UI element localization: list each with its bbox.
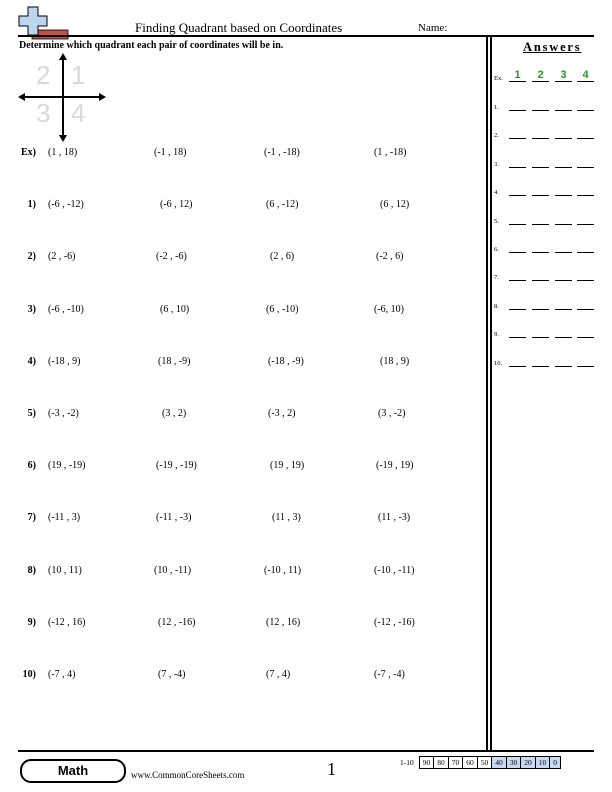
answer-row [494,127,604,141]
coordinate-pair: (-12 , 16) [48,616,86,628]
answer-blank[interactable] [509,110,526,111]
answer-blank[interactable] [577,110,594,111]
answer-blank[interactable] [532,366,549,367]
answer-blank[interactable] [555,195,572,196]
answer-blank[interactable] [577,280,594,281]
answer-blank[interactable] [555,167,572,168]
coordinate-pair: (12 , 16) [266,616,301,628]
coordinate-pair: (12 , -16) [158,616,196,628]
coordinate-pair: (18 , 9) [380,355,410,367]
answer-blank[interactable] [577,309,594,310]
answer-blank[interactable] [577,337,594,338]
answer-blank[interactable] [577,167,594,168]
problem-row [0,251,486,271]
problem-number: 4) [27,355,36,367]
score-cell: 60 [463,757,478,769]
problem-number: Ex) [21,147,36,158]
answer-row [494,213,604,227]
answer-blank[interactable] [577,366,594,367]
score-cell: 20 [521,757,536,769]
score-cell: 70 [448,757,463,769]
coordinate-pair: (-12 , -16) [374,616,415,628]
column-divider [490,37,492,750]
answer-number: 5. [494,217,499,225]
problem-number: 3) [27,303,36,315]
answer-row [494,241,604,255]
coordinate-pair: (11 , -3) [378,512,411,524]
answer-blank[interactable] [532,280,549,281]
answer-number: 2. [494,132,499,140]
problem-row [0,460,486,480]
answer-blank[interactable] [555,81,572,82]
problem-number: 8) [27,564,36,576]
worksheet-title: Finding Quadrant based on Coordinates [135,20,343,35]
answers-title: Answers [523,40,582,54]
answer-blank[interactable] [555,309,572,310]
answer-number: 6. [494,246,499,253]
answer-blank[interactable] [555,138,572,139]
answer-row [494,326,604,340]
quadrant-diagram [18,52,108,144]
answer-row [494,269,604,283]
answer-blank[interactable] [509,138,526,139]
answer-blank[interactable] [555,280,572,281]
score-table [397,756,561,769]
coordinate-pair: (-3 , -2) [48,408,79,419]
problem-number: 5) [27,408,36,419]
answer-blank[interactable] [509,167,526,168]
coordinate-pair: (-10 , 11) [264,564,302,576]
answer-blank[interactable] [509,224,526,225]
problem-number: 10) [22,669,36,680]
answer-blank[interactable] [532,309,549,310]
coordinate-pair: (10 , -11) [154,564,192,576]
score-cell: 10 [535,757,550,769]
coordinate-pair: (18 , -9) [158,355,191,367]
answer-blank[interactable] [577,195,594,196]
problem-number: 2) [27,251,36,263]
quadrant-label-2: 2 [36,60,51,90]
coordinate-pair: (-6 , -10) [48,303,84,315]
site-url: www.CommonCoreSheets.com [131,770,245,780]
problem-row [0,512,486,532]
answer-blank[interactable] [509,280,526,281]
coordinate-pair: (7 , 4) [266,669,291,680]
score-cell: 80 [434,757,449,769]
coordinate-pair: (19 , 19) [270,460,305,472]
problem-row [0,565,486,585]
answer-blank[interactable] [577,252,594,253]
problem-row [0,356,486,376]
answer-blank[interactable] [532,167,549,168]
answer-row-example [494,70,604,84]
problem-number: 6) [27,460,36,472]
answer-blank[interactable] [555,224,572,225]
coordinate-pair: (-6 , -12) [48,199,84,211]
header-rule [18,35,594,37]
answer-number: 8. [494,302,499,310]
name-label: Name: [418,22,448,34]
example-answer: 3 [560,69,567,81]
coordinate-pair: (7 , -4) [158,669,186,680]
example-answer: 4 [582,69,589,81]
answer-blank[interactable] [555,252,572,253]
answer-row [494,298,604,312]
coordinate-pair: (-11 , -3) [156,512,192,524]
answer-blank[interactable] [532,224,549,225]
axes-icon [18,52,108,144]
coordinate-pair: (1 , 18) [48,147,78,158]
answer-row [494,184,604,198]
example-answer: 1 [514,69,521,81]
answer-blank[interactable] [509,309,526,310]
coordinate-pair: (2 , -6) [48,251,76,263]
problem-number: 9) [27,616,36,628]
answer-blank[interactable] [577,81,594,82]
coordinate-pair: (6 , 10) [160,303,190,315]
answer-number: 1. [494,104,499,111]
answer-blank[interactable] [532,138,549,139]
coordinate-pair: (1 , -18) [374,147,407,158]
answer-blank[interactable] [555,337,572,338]
answer-blank[interactable] [577,138,594,139]
answer-blank[interactable] [532,195,549,196]
score-range-label: 1-10 [400,758,414,767]
coordinate-pair: (-3 , 2) [268,408,296,419]
answer-blank[interactable] [509,81,526,82]
problem-row [0,408,486,428]
answer-number: 9. [494,331,499,339]
score-cell: 50 [477,757,492,769]
quadrant-label-1: 1 [71,60,86,90]
problem-row [0,617,486,637]
coordinate-pair: (-10 , -11) [374,564,415,576]
answer-blank[interactable] [509,366,526,367]
coordinate-pair: (-19 , 19) [376,460,414,472]
math-badge: Math [20,759,126,783]
coordinate-pair: (-7 , 4) [48,669,76,680]
problem-row [0,199,486,219]
coordinate-pair: (-2 , 6) [376,251,404,263]
footer-rule [18,750,594,752]
answer-row [494,355,604,369]
answer-row [494,156,604,170]
answer-blank[interactable] [509,252,526,253]
coordinate-pair: (-7 , -4) [374,669,405,680]
coordinate-pair: (-1 , 18) [154,147,187,158]
coordinate-pair: (11 , 3) [272,512,301,524]
answer-blank[interactable] [532,337,549,338]
quadrant-label-3: 3 [36,98,51,128]
score-cell: 0 [550,757,561,769]
coordinate-pair: (19 , -19) [48,460,86,472]
problem-row [0,304,486,324]
score-cell: 90 [419,757,434,769]
problem-number: 1) [27,199,36,211]
score-cell: 30 [506,757,521,769]
coordinate-pair: (-2 , -6) [156,251,187,263]
coordinate-pair: (-19 , -19) [156,460,197,472]
coordinate-pair: (10 , 11) [48,564,82,576]
answer-number: 10. [494,359,503,367]
coordinate-pair: (-18 , -9) [268,355,304,367]
answer-row [494,99,604,113]
coordinate-pair: (2 , 6) [270,251,295,263]
answer-number: Ex. [494,75,503,82]
answer-blank[interactable] [532,81,549,82]
score-cell: 40 [492,757,507,769]
coordinate-pair: (6 , -10) [266,303,299,315]
answer-blank[interactable] [555,366,572,367]
coordinate-pair: (-1 , -18) [264,147,300,158]
answer-blank[interactable] [509,195,526,196]
coordinate-pair: (-18 , 9) [48,355,81,367]
answer-blank[interactable] [532,252,549,253]
answer-number: 4. [494,189,499,197]
problem-number: 7) [27,512,36,524]
coordinate-pair: (-6 , 12) [160,199,193,211]
answer-blank[interactable] [555,110,572,111]
problem-row [0,147,486,167]
answer-number: 7. [494,274,499,282]
coordinate-pair: (6 , -12) [266,199,299,211]
answer-blank[interactable] [532,110,549,111]
quadrant-label-4: 4 [71,98,86,128]
answer-blank[interactable] [577,224,594,225]
coordinate-pair: (3 , -2) [378,408,406,419]
answer-number: 3. [494,160,499,168]
coordinate-pair: (-6, 10) [374,303,404,315]
coordinate-pair: (6 , 12) [380,199,410,211]
instructions: Determine which quadrant each pair of coordinates will be in. [19,40,284,51]
coordinate-pair: (-11 , 3) [48,512,81,524]
problem-row [0,669,486,689]
page-number: 1 [327,759,336,779]
column-divider [486,37,488,750]
coordinate-pair: (3 , 2) [162,408,187,419]
answer-blank[interactable] [509,337,526,338]
example-answer: 2 [537,69,544,81]
